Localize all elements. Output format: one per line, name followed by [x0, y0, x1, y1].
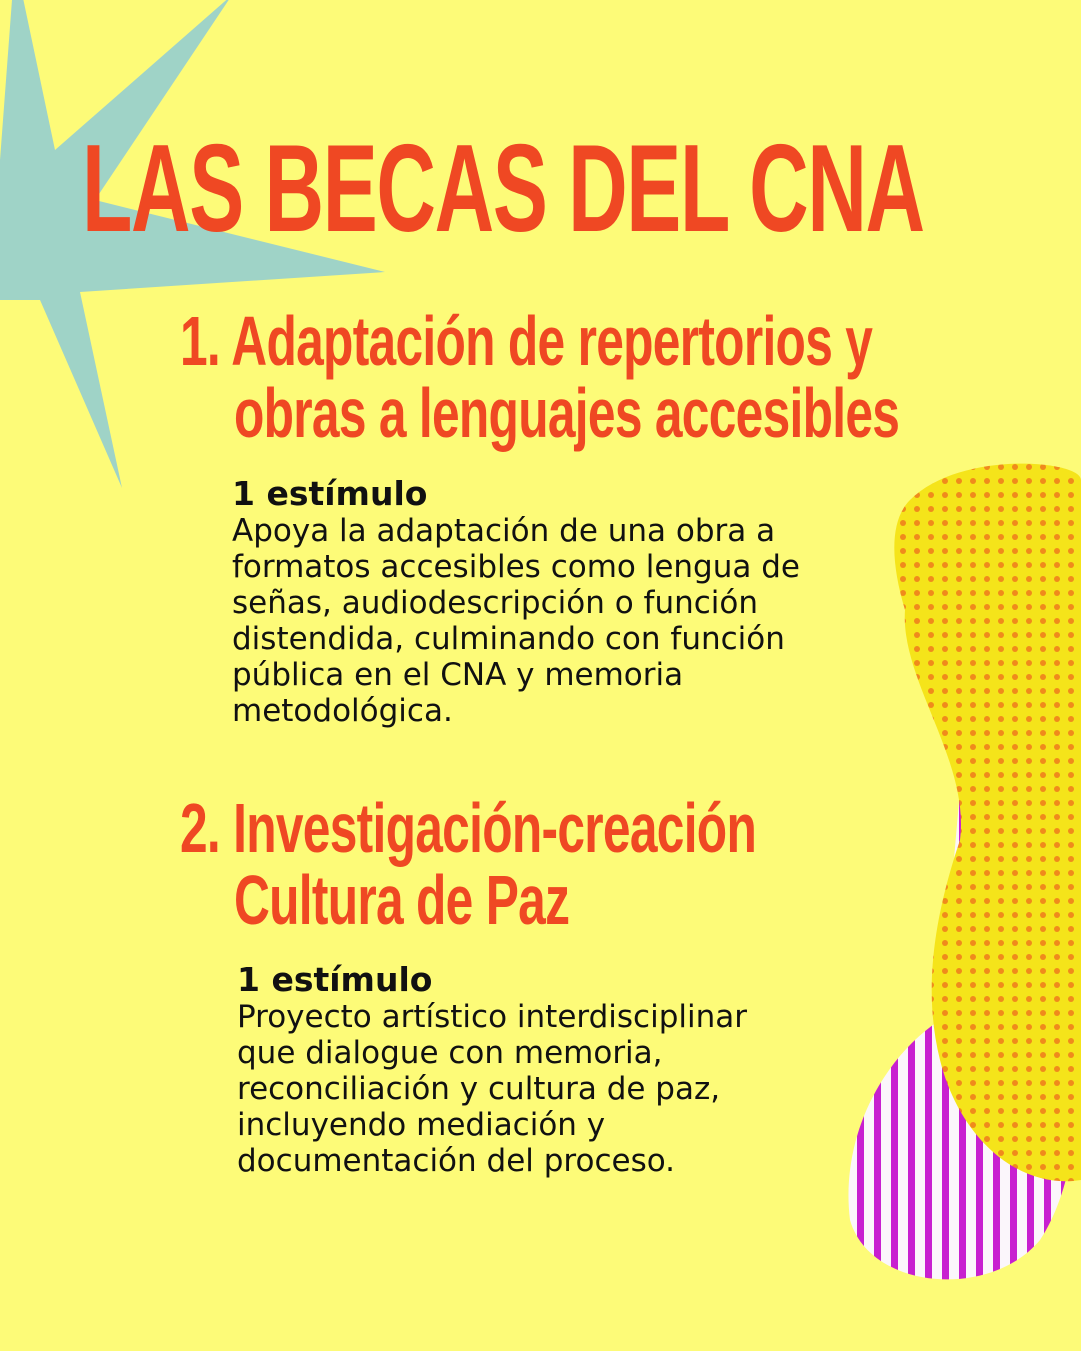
patterned-blob-decoration — [840, 460, 1081, 1290]
section-1-heading — [180, 302, 900, 452]
section-1-heading-line1: 1. Adaptación de repertorios y — [180, 302, 873, 380]
description-line: Proyecto artístico interdisciplinar — [237, 999, 747, 1035]
description-line: reconciliación y cultura de paz, — [237, 1071, 721, 1107]
section-1-count: 1 estímulo — [232, 474, 428, 513]
page-title: LAS BECAS DEL CNA — [82, 120, 924, 258]
section-2-heading-line1: 2. Investigación-creación — [180, 789, 757, 867]
description-line: pública en el CNA y memoria — [232, 657, 684, 693]
section-2-heading — [180, 789, 757, 939]
description-line: metodológica. — [232, 693, 453, 729]
description-line: formatos accesibles como lengua de — [232, 549, 800, 585]
description-line: distendida, culminando con función — [232, 621, 785, 657]
section-2-description — [237, 999, 747, 1179]
description-line: Apoya la adaptación de una obra a — [232, 513, 776, 549]
description-line: que dialogue con memoria, — [237, 1035, 663, 1071]
description-line: señas, audiodescripción o función — [232, 585, 759, 621]
section-1-description — [232, 513, 800, 729]
description-line: incluyendo mediación y — [237, 1107, 606, 1143]
section-1-heading-line2: obras a lenguajes accesibles — [233, 374, 900, 452]
section-2-count: 1 estímulo — [237, 960, 433, 999]
description-line: documentación del proceso. — [237, 1143, 675, 1179]
section-2-heading-line2: Cultura de Paz — [233, 861, 570, 939]
